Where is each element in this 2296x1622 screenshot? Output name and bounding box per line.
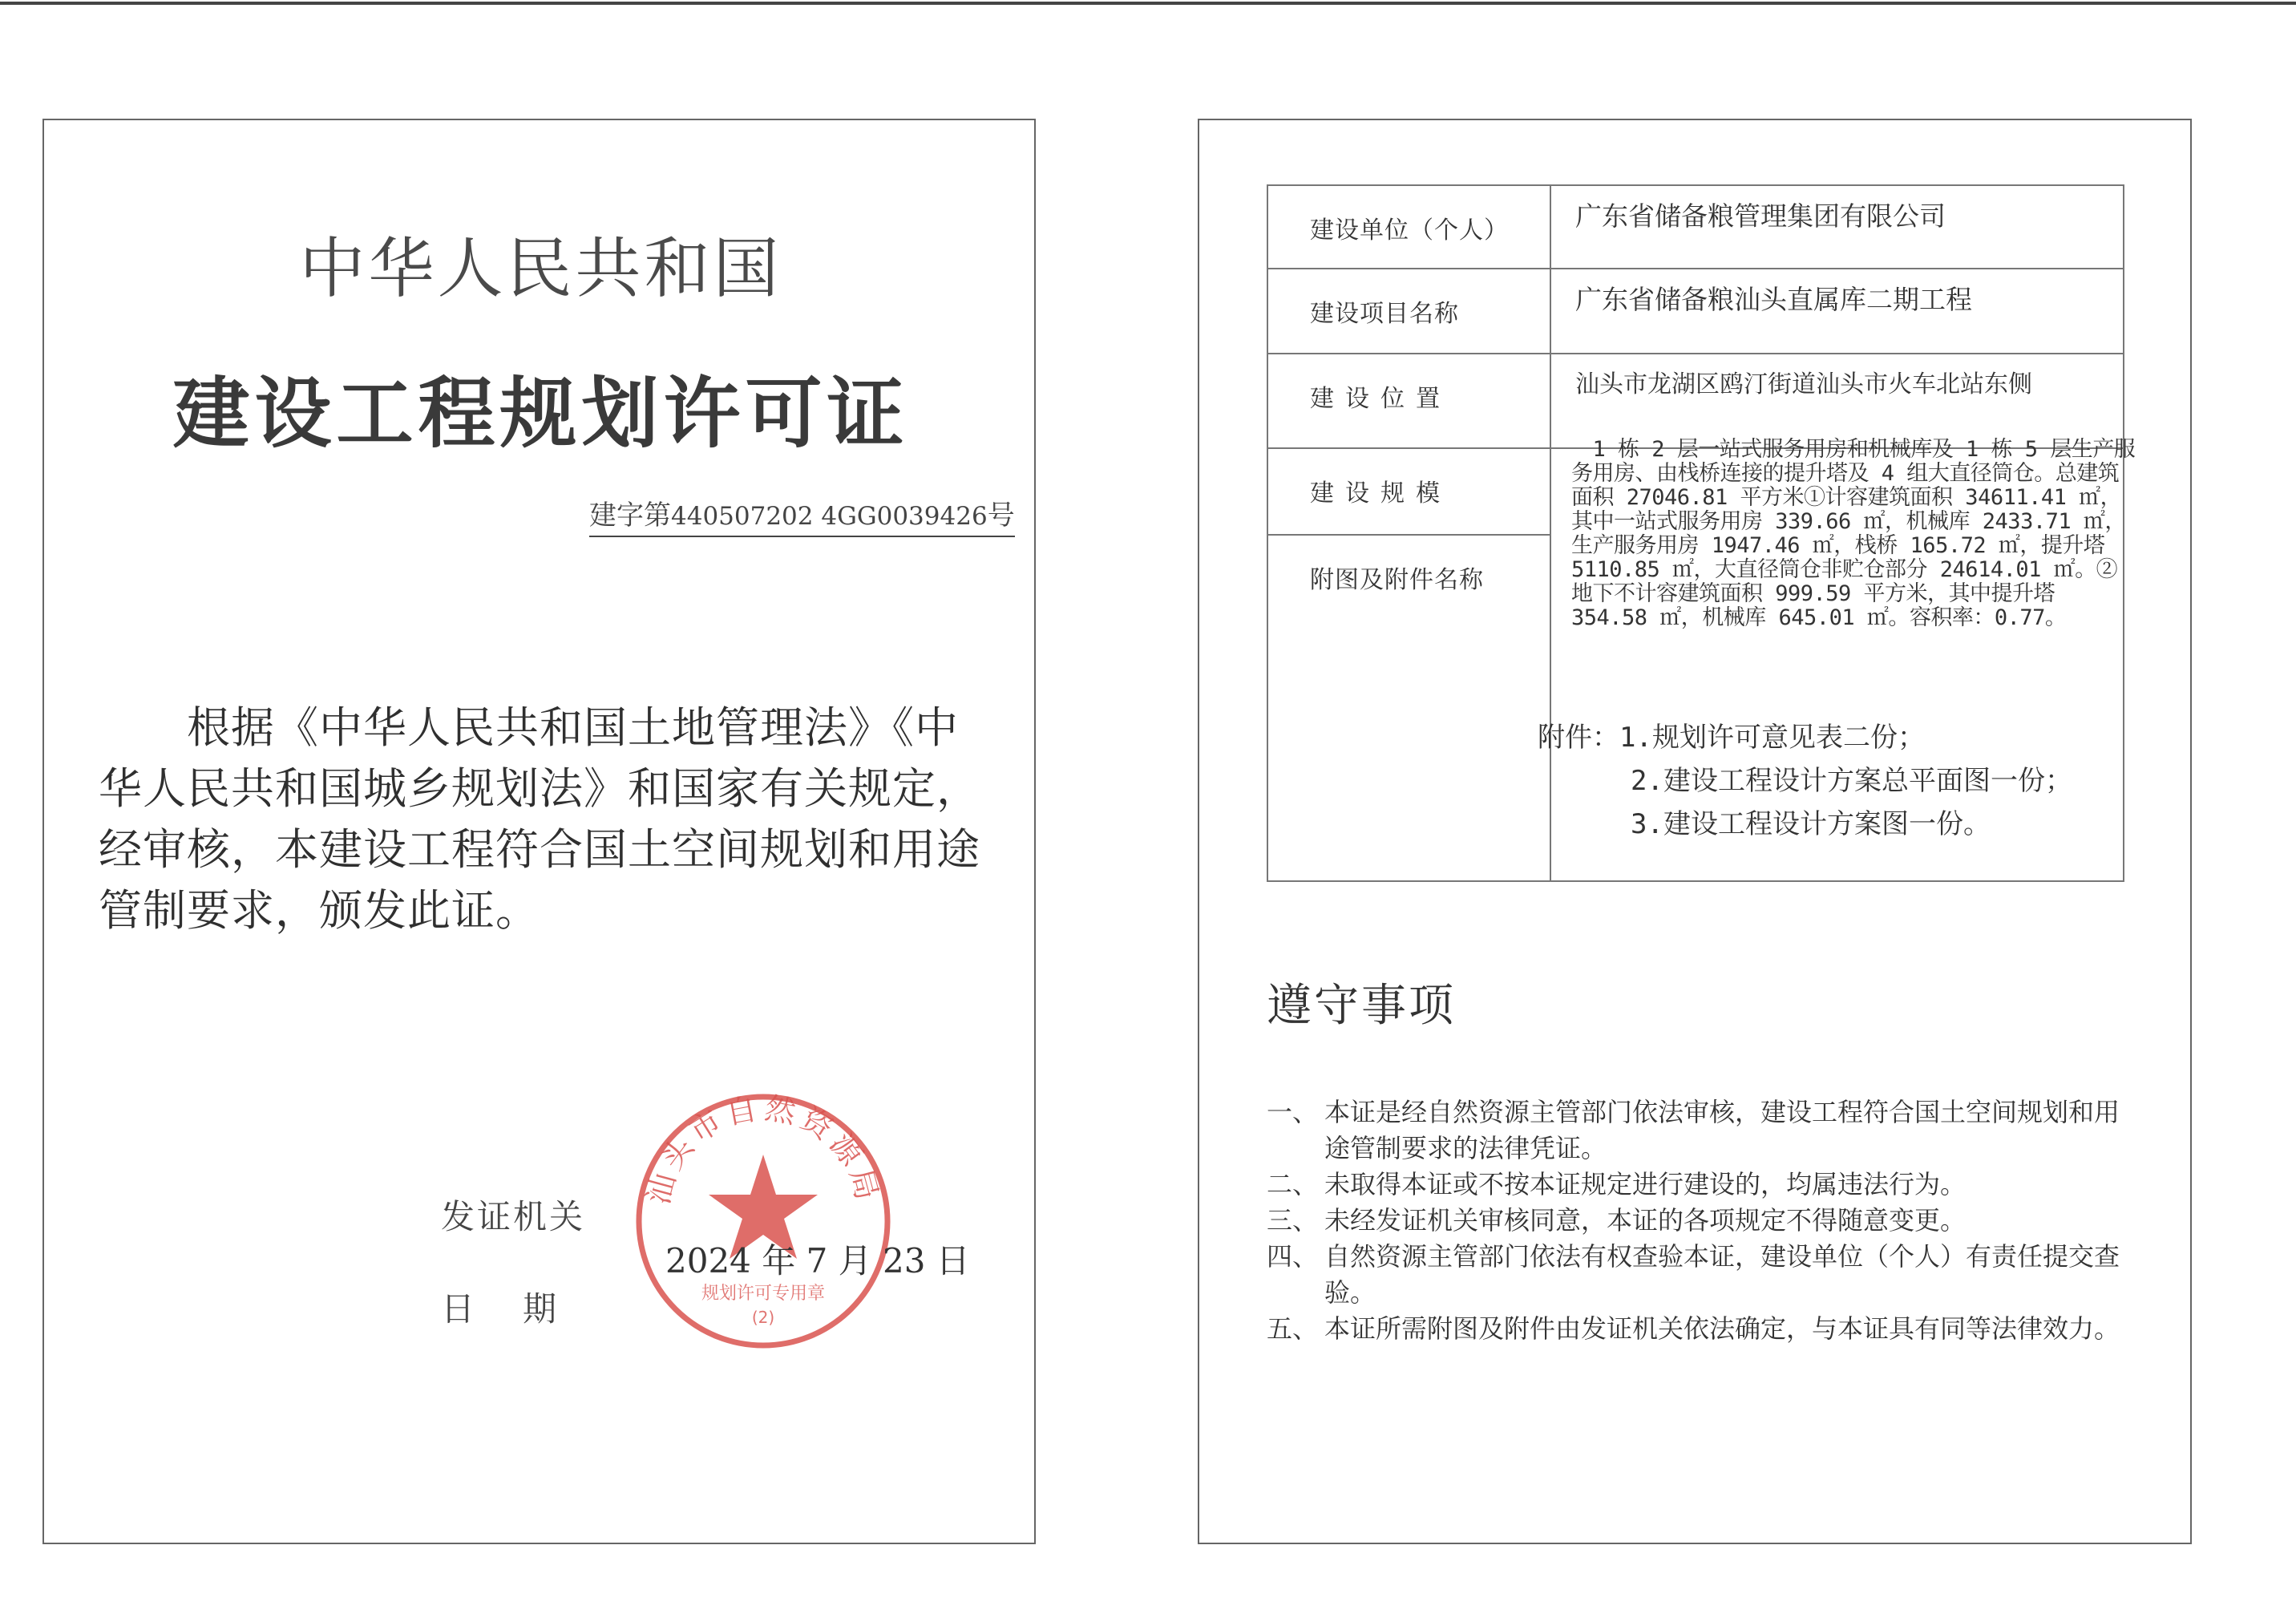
table-row-unit [1267,185,2124,269]
scale-value: 1 栋 2 层一站式服务用房和机械库及 1 栋 5 层生产服务用房、由栈桥连接的提升塔及 4 组大直径筒仓。总建筑面积 27046.81 平方米①计容建筑面积 34611.41 ㎡，其中一站式服务用房 339.66 ㎡，机械库 2433.71 ㎡，生产服务用房 1947.46 ㎡，栈桥 165.72 ㎡，提升塔 5110.85 ㎡，大直径筒仓非贮仓部分 24614.01 ㎡。②地下不计容建筑面积 999.59 平方米，其中提升塔 354.58 ㎡，机械库 645.01 ㎡。容积率：0.77。 [1571,437,2136,630]
attachment-item: 1.规划许可意见表二份； [1619,722,1925,754]
list-item: 三、 未经发证机关审核同意，本证的各项规定不得随意变更。 [1267,1205,1967,1236]
project-value: 广东省储备粮汕头直属库二期工程 [1550,269,2124,354]
certificate-detail-page [1198,119,2192,1544]
scale-label: 建设规模 [1267,448,1550,535]
seal-sub-text: 规划许可专用章 [701,1284,826,1304]
list-item: 四、 自然资源主管部门依法有权查验本证，建设单位（个人）有责任提交查验。 [1267,1241,2120,1308]
attachment-item: 2.建设工程设计方案总平面图一份； [1631,765,2072,797]
certificate-title: 建设工程规划许可证 [172,369,909,459]
location-label: 建设位置 [1267,354,1550,448]
attachments-prefix: 附件：1.规划许可意见表二份； [1538,722,1925,754]
seal-ring-text: 汕头市自然资源局 [640,1090,887,1208]
attachments-label: 附图及附件名称 [1267,535,1550,881]
seal-number: (2) [751,1308,775,1327]
scan-top-edge [0,2,2296,5]
date-label: 日期 [441,1289,605,1329]
table-row-project [1267,269,2124,354]
attachment-item: 3.建设工程设计方案图一份。 [1631,808,1991,840]
certificate-cover-page [42,119,1036,1544]
country-heading: 中华人民共和国 [299,231,782,307]
issuer-label: 发证机关 [441,1197,586,1236]
cert-prefix: 建字第 [589,500,671,532]
list-item: 二、 未取得本证或不按本证规定进行建设的，均属违法行为。 [1267,1169,1967,1199]
notice-list [1267,1094,2132,1347]
list-item: 五、 本证所需附图及附件由发证机关依法确定，与本证具有同等法律效力。 [1267,1313,2120,1344]
issue-date: 2024 年 7 月 23 日 [665,1241,970,1280]
table-row-location [1267,354,2124,448]
body-paragraph: 根据《中华人民共和国土地管理法》《中华人民共和国城乡规划法》和国家有关规定，经审核，本建设工程符合国土空间规划和用途管制要求，颁发此证。 [99,702,980,936]
list-item: 一、 本证是经自然资源主管部门依法审核，建设工程符合国土空间规划和用途管制要求的法律凭证。 [1267,1097,2120,1163]
project-label: 建设项目名称 [1267,269,1550,354]
cert-suffix: 号 [987,500,1015,532]
official-seal-stamp [631,1089,895,1353]
unit-label: 建设单位（个人） [1267,185,1550,269]
certificate-number-line [589,493,1015,537]
unit-value: 广东省储备粮管理集团有限公司 [1550,185,2124,269]
certificate-body-text [99,698,992,941]
cert-number: 440507202 4GG0039426 [671,502,988,531]
notice-title: 遵守事项 [1267,980,1456,1032]
location-value: 汕头市龙湖区鸥汀街道汕头市火车北站东侧 [1550,354,2124,448]
